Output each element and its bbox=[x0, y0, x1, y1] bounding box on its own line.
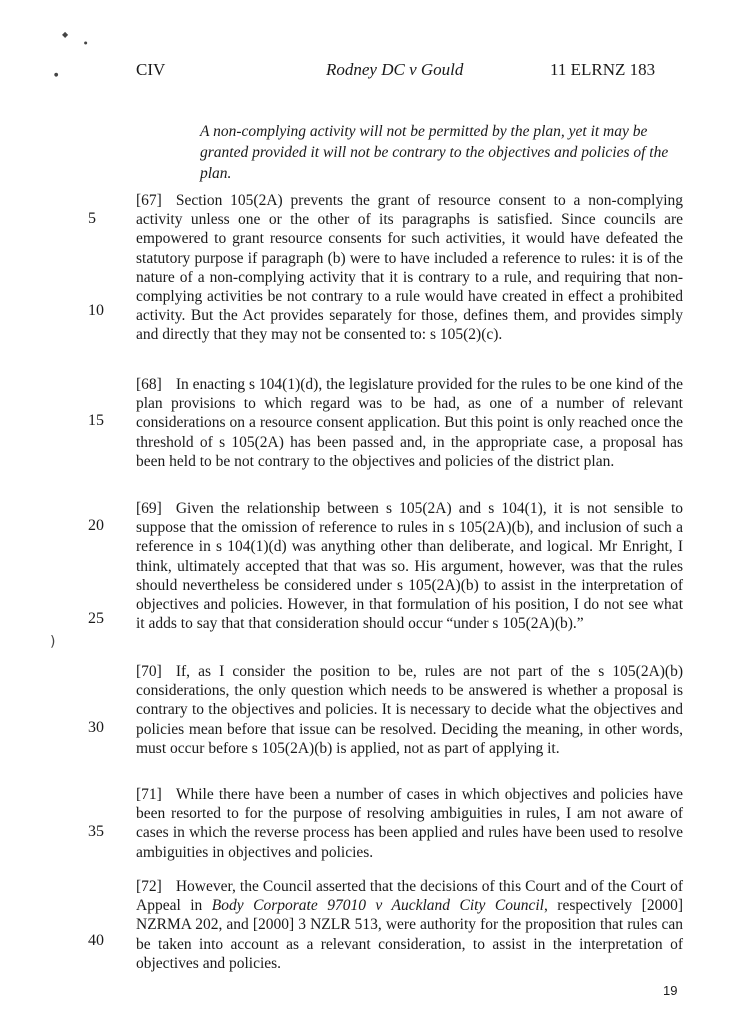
paragraph-69 bbox=[136, 499, 683, 633]
header-court: CIV bbox=[136, 60, 166, 79]
paragraph-67 bbox=[136, 191, 683, 345]
line-number: 15 bbox=[88, 412, 104, 429]
paragraph-71 bbox=[136, 785, 683, 862]
case-name: Body Corporate 97010 v Auckland City Council bbox=[211, 897, 544, 915]
paragraph-number: [70] bbox=[136, 663, 162, 680]
line-number: 20 bbox=[88, 517, 104, 534]
line-number: 40 bbox=[88, 932, 104, 949]
paragraph-number: [71] bbox=[136, 786, 162, 803]
paragraph-68 bbox=[136, 375, 683, 471]
paragraph-72 bbox=[136, 877, 683, 973]
line-number: 5 bbox=[88, 210, 96, 227]
paragraph-70 bbox=[136, 662, 683, 758]
scan-speck-mark: ● bbox=[84, 40, 88, 45]
paragraph-number: [69] bbox=[136, 500, 162, 517]
header-citation: 11 ELRNZ 183 bbox=[550, 60, 656, 79]
scan-bracket-mark: ) bbox=[50, 634, 56, 650]
line-number: 35 bbox=[88, 823, 104, 840]
paragraph-text: If, as I consider the position to be, rules are not part of the s 105(2A)(b) considerations, the only question which needs to be answered is whether a proposal is contrary to the objectives and policies. It is necessary to decide what the objectives and policies mean before that issue can be resolved. Deciding the meaning, in other words, must occur before s 105(2A)(b) is applied, not as part of applying it. bbox=[136, 663, 683, 757]
paragraph-text-before: However, the Council asserted that the decisions of this Court and of the Court of Appeal in bbox=[136, 878, 683, 915]
line-number: 30 bbox=[88, 719, 104, 736]
header-case-title: Rodney DC v Gould bbox=[326, 60, 464, 79]
paragraph-text: Section 105(2A) prevents the grant of resource consent to a non-complying activity unless one or the other of its paragraphs is satisfied. Since councils are empowered to grant resource consents for such activities, it would have defeated the statutory purpose if paragraph (b) were to have included a reference to rules: it is of the nature of a non-complying activity that it is contrary to a rule, and requiring that non-complying activities be not contrary to a rule would have created in effect a prohibited activity. But the Act provides separately for those, defines them, and provides simply and directly that they may not be consented to: s 105(2)(c). bbox=[136, 192, 683, 344]
page-number: 19 bbox=[663, 983, 678, 998]
paragraph-number: [72] bbox=[136, 878, 162, 895]
paragraph-text: In enacting s 104(1)(d), the legislature provided for the rules to be one kind of the plan provisions to which regard was to be had, as one of a number of relevant considerations on a resource consent application. But this point is only reached once the threshold of s 105(2A) has been passed and, in the appropriate case, a proposal has been held to be not contrary to the objectives and policies of the district plan. bbox=[136, 376, 683, 470]
paragraph-text: While there have been a number of cases in which objectives and policies have been resorted to for the purpose of resolving ambiguities in rules, I am not aware of cases in which the reverse process has been applied and rules have been used to resolve ambiguities in objectives and policies. bbox=[136, 786, 683, 861]
paragraph-text: Given the relationship between s 105(2A) and s 104(1), it is not sensible to suppose that the omission of reference to rules in s 105(2A)(b), and inclusion of such a reference in s 104(1)(d) was anything other than deliberate, and logical. Mr Enright, I think, ultimately accepted that that was so. His argument, however, was that the rules should nevertheless be considered under s 105(2A)(b) to assist in the interpretation of objectives and policies. However, in that formulation of his position, I do not see what it adds to say that that consideration should occur “under s 105(2A)(b).” bbox=[136, 500, 683, 633]
scan-speck-mark: ● bbox=[54, 72, 59, 78]
line-number: 10 bbox=[88, 302, 104, 319]
paragraph-number: [67] bbox=[136, 192, 162, 209]
paragraph-number: [68] bbox=[136, 376, 162, 393]
block-quote: A non-complying activity will not be permitted by the plan, yet it may be granted provided it will not be contrary to the objectives and policies of the plan. bbox=[200, 123, 669, 182]
line-number: 25 bbox=[88, 610, 104, 627]
scan-speck-mark: ◆ bbox=[62, 30, 69, 39]
paragraph-text-after: , respectively [2000] NZRMA 202, and [2000] 3 NZLR 513, were authority for the proposition that rules can be taken into account as a relevant consideration, to assist in the interpretation of objectives and policies. bbox=[136, 897, 683, 972]
